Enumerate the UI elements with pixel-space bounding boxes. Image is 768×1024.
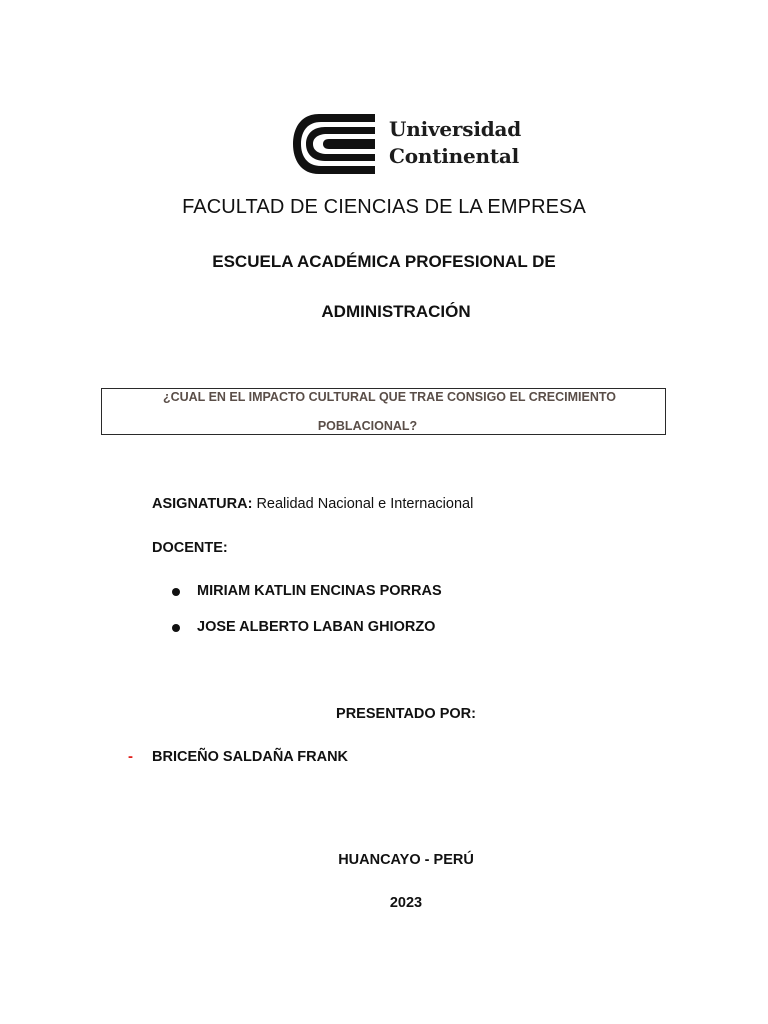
document-title-box bbox=[101, 388, 666, 435]
teacher-name: JOSE ALBERTO LABAN GHIORZO bbox=[197, 619, 436, 635]
school-heading: ESCUELA ACADÉMICA PROFESIONAL DE bbox=[212, 252, 556, 271]
presented-by-label: PRESENTADO POR: bbox=[336, 706, 476, 722]
logo-line-1: Universidad bbox=[389, 117, 522, 141]
logo-wordmark bbox=[389, 116, 521, 170]
university-continental-logo-icon bbox=[291, 110, 379, 178]
place: HUANCAYO - PERÚ bbox=[338, 852, 474, 868]
logo-line-2: Continental bbox=[389, 144, 520, 168]
university-logo bbox=[291, 110, 531, 178]
document-title-line-2: POBLACIONAL? bbox=[317, 419, 418, 433]
teacher-name: MIRIAM KATLIN ENCINAS PORRAS bbox=[197, 583, 442, 599]
course-value: Realidad Nacional e Internacional bbox=[256, 496, 474, 512]
bullet-icon bbox=[172, 588, 180, 596]
student-name: BRICEÑO SALDAÑA FRANK bbox=[152, 749, 349, 765]
program-heading: ADMINISTRACIÓN bbox=[321, 302, 471, 321]
teachers-label: DOCENTE: bbox=[152, 540, 228, 556]
course-line bbox=[152, 496, 473, 512]
bullet-icon bbox=[172, 624, 180, 632]
course-label: ASIGNATURA: bbox=[152, 496, 253, 512]
faculty-heading: FACULTAD DE CIENCIAS DE LA EMPRESA bbox=[182, 196, 586, 218]
document-title-line-1: ¿CUAL EN EL IMPACTO CULTURAL QUE TRAE CONSIGO EL CRECIMIENTO bbox=[162, 390, 617, 404]
student-marker: - bbox=[128, 748, 133, 765]
year: 2023 bbox=[389, 895, 423, 911]
